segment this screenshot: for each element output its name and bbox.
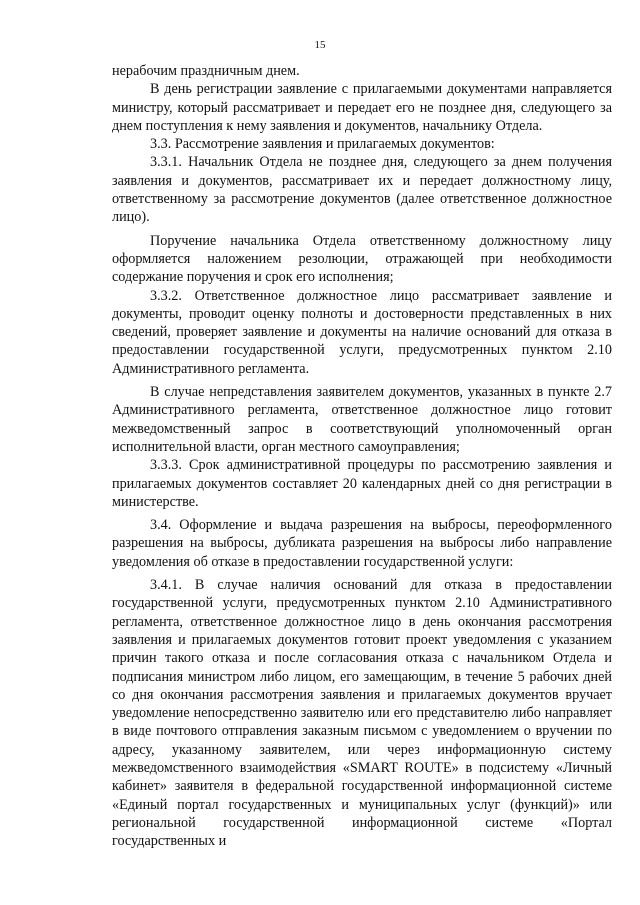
paragraph-1: нерабочим праздничным днем. xyxy=(112,63,300,79)
paragraph-5: Поручение начальника Отдела ответственному должностному лицу оформляется наложением резолюции, отражающей при необходимости содержание поручения и срок его исполнения; xyxy=(112,232,612,286)
page-number: 15 xyxy=(314,39,326,51)
paragraph-6: 3.3.2. Ответственное должностное лицо рассматривает заявление и документы, проводит оценку полноты и достоверности представленных в них сведений, проверяет заявление и документы на наличие оснований для отказа в предоставлении государственной услуги, предусмотренных пунктом 2.10 Административного регламента. xyxy=(112,287,612,377)
paragraph-8: 3.3.3. Срок административной процедуры по рассмотрению заявления и прилагаемых документов составляет 20 календарных дней со дня регистрации в министерстве. xyxy=(112,457,612,510)
paragraph-4: 3.3.1. Начальник Отдела не позднее дня, следующего за днем получения заявления и документов, рассматривает их и передает должностному лицу, ответственному за рассмотрение документов (далее ответственное должностное лицо). xyxy=(112,154,612,226)
paragraph-3: 3.3. Рассмотрение заявления и прилагаемых документов: xyxy=(150,136,495,153)
paragraph-9: 3.4. Оформление и выдача разрешения на выбросы, переоформленного разрешения на выбросы, дубликата разрешения на выбросы либо направление уведомления об отказе в предоставлении государственной услуги: xyxy=(112,517,612,570)
paragraph-10: 3.4.1. В случае наличия оснований для отказа в предоставлении государственной услуги, предусмотренных пунктом 2.10 Административного регламента, ответственное должностное лицо в день окончания рассмотрения заявления и прилагаемых документов готовит проект уведомления с указанием причин такого отказа и после согласования отказа с начальником Отдела и подписания министром либо лицом, его замещающим, в течение 5 рабочих дней со дня окончания рассмотрения заявления и прилагаемых документов вручает уведомление непосредственно заявителю или его представителю либо направляет в виде почтового отправления заказным письмом с уведомлением о вручении по адресу, указанному заявителем, или через информационную систему межведомственного взаимодействия «SMART ROUTE» в подсистему «Личный кабинет» заявителя в федеральной государственной информационной системе «Единый портал государственных и муниципальных услуг (функций)» или региональной государственной информационной системе «Портал государственных и xyxy=(112,577,612,850)
paragraph-2: В день регистрации заявление с прилагаемыми документами направляется министру, который рассматривает и передает его не позднее дня, следующего за днем поступления к нему заявления и документов, начальнику Отдела. xyxy=(112,81,612,134)
document-body xyxy=(112,62,612,850)
paragraph-7: В случае непредставления заявителем документов, указанных в пункте 2.7 Административного регламента, ответственное должностное лицо готовит межведомственный запрос в соответствующий уполномоченный орган исполнительной власти, орган местного самоуправления; xyxy=(112,384,612,455)
